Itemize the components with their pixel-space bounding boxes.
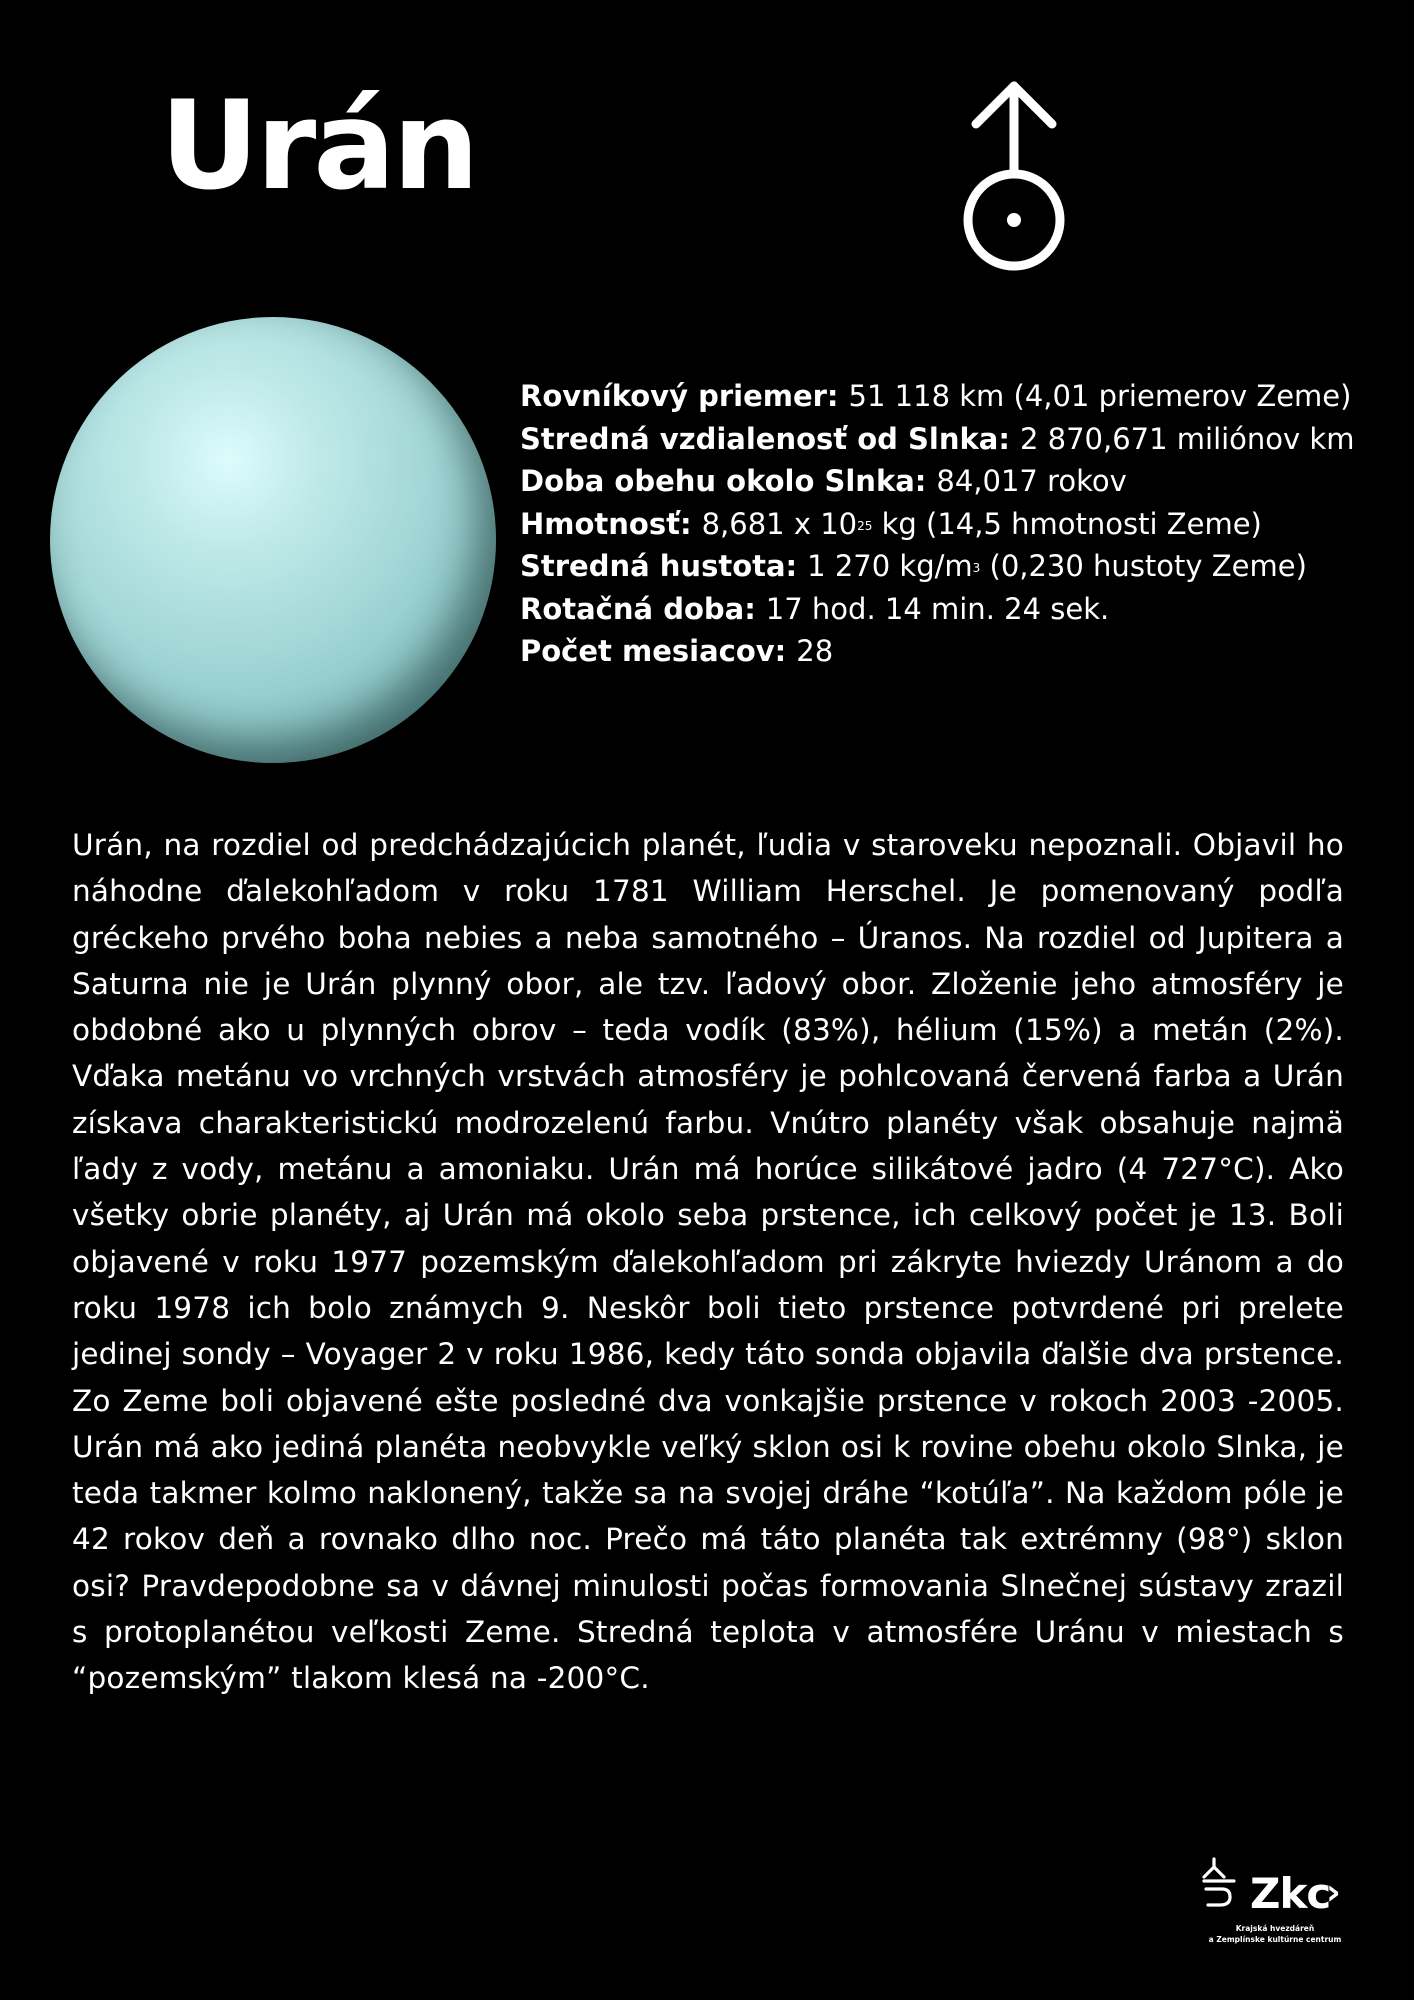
facts-list xyxy=(520,375,1380,673)
chevron-right-icon: › xyxy=(1326,1872,1341,1913)
fact-value-prefix: 1 270 kg/m xyxy=(807,549,973,583)
fact-value xyxy=(702,507,1262,541)
fact-orbital-period xyxy=(520,460,1380,503)
fact-mass xyxy=(520,503,1380,546)
fact-value-suffix: kg (14,5 hmotnosti Zeme) xyxy=(872,506,1262,541)
fact-mean-density xyxy=(520,545,1380,588)
uranus-symbol-icon xyxy=(958,78,1070,274)
fact-label: Počet mesiacov: xyxy=(520,634,787,668)
fact-mean-distance xyxy=(520,418,1380,461)
fact-label: Stredná hustota: xyxy=(520,549,798,583)
fact-value: 84,017 rokov xyxy=(936,464,1127,498)
description xyxy=(72,822,1344,1702)
fact-value-suffix: (0,230 hustoty Zeme) xyxy=(980,549,1307,583)
fact-value-prefix: 8,681 x 10 xyxy=(701,506,858,541)
fact-equatorial-diameter xyxy=(520,375,1380,418)
observatory-logo-icon xyxy=(1200,1855,1250,1911)
description-paragraph: Urán, na rozdiel od predchádzajúcich planét, ľudia v staroveku nepoznali. Objavil ho náhodne ďalekohľadom v roku 1781 William Herschel. Je pomenovaný podľa gréckeho prvého boha nebies a neba samotného – Úranos. Na rozdiel od Jupitera a Saturna nie je Urán plynný obor, ale tzv. ľadový obor. Zloženie jeho atmosféry je obdobné ako u plynných obrov – teda vodík (83%), hélium (15%) a metán (2%). Vďaka metánu vo vrchných vrstvách atmosféry je pohlcovaná červená farba a Urán získava charakteristickú modrozelenú farbu. Vnútro planéty však obsahuje najmä ľady z vody, metánu a amoniaku. Urán má horúce silikátové jadro (4 727°C). Ako všetky obrie planéty, aj Urán má okolo seba prstence, ich celkový počet je 13. Boli objavené v roku 1977 pozemským ďalekohľadom pri zákryte hviezdy Uránom a do roku 1978 ich bolo známych 9. Neskôr boli tieto prstence potvrdené pri prelete jedinej sondy – Voyager 2 v roku 1986, kedy táto sonda objavila ďalšie dva prstence. Zo Zeme boli objavené ešte posledné dva vonkajšie prstence v rokoch 2003 -2005. Urán má ako jediná planéta neobvykle veľký sklon osi k rovine obehu okolo Slnka, je teda takmer kolmo naklonený, takže sa na svojej dráhe “kotúľa”. Na každom póle je 42 rokov deň a rovnako dlho noc. Prečo má táto planéta tak extrémny (98°) sklon osi? Pravdepodobne sa v dávnej minulosti počas formovania Slnečnej sústavy zrazil s protoplanétou veľkosti Zeme. Stredná teplota v atmosfére Uránu v miestach s “pozemským” tlakom klesá na -200°C. xyxy=(72,828,1344,1696)
logo-subtitle xyxy=(1200,1923,1350,1945)
logo-subtitle-line: Krajská hvezdáreň xyxy=(1235,1924,1315,1933)
fact-value: 2 870,671 miliónov km xyxy=(1019,421,1355,456)
fact-label: Hmotnosť: xyxy=(520,506,692,541)
fact-value: 28 xyxy=(796,634,834,668)
page-title: Urán xyxy=(160,75,477,217)
fact-moon-count xyxy=(520,630,1380,673)
fact-value-exponent: 3 xyxy=(972,561,981,575)
logo-subtitle-line: a Zemplínske kultúrne centrum xyxy=(1208,1935,1342,1944)
fact-value: 51 118 km (4,01 priemerov Zeme) xyxy=(848,379,1352,413)
observatory-logo xyxy=(1200,1855,1350,1955)
fact-value xyxy=(807,549,1307,583)
fact-rotation-period xyxy=(520,588,1380,631)
fact-label: Rovníkový priemer: xyxy=(520,379,839,413)
fact-label: Stredná vzdialenosť od Slnka: xyxy=(520,421,1010,456)
fact-label: Rotačná doba: xyxy=(520,591,756,626)
fact-label: Doba obehu okolo Slnka: xyxy=(520,464,927,498)
uranus-planet-image xyxy=(50,317,496,763)
logo-brand-text: Zkc xyxy=(1250,1869,1331,1918)
fact-value: 17 hod. 14 min. 24 sek. xyxy=(765,591,1110,626)
fact-value-exponent: 25 xyxy=(857,518,873,533)
